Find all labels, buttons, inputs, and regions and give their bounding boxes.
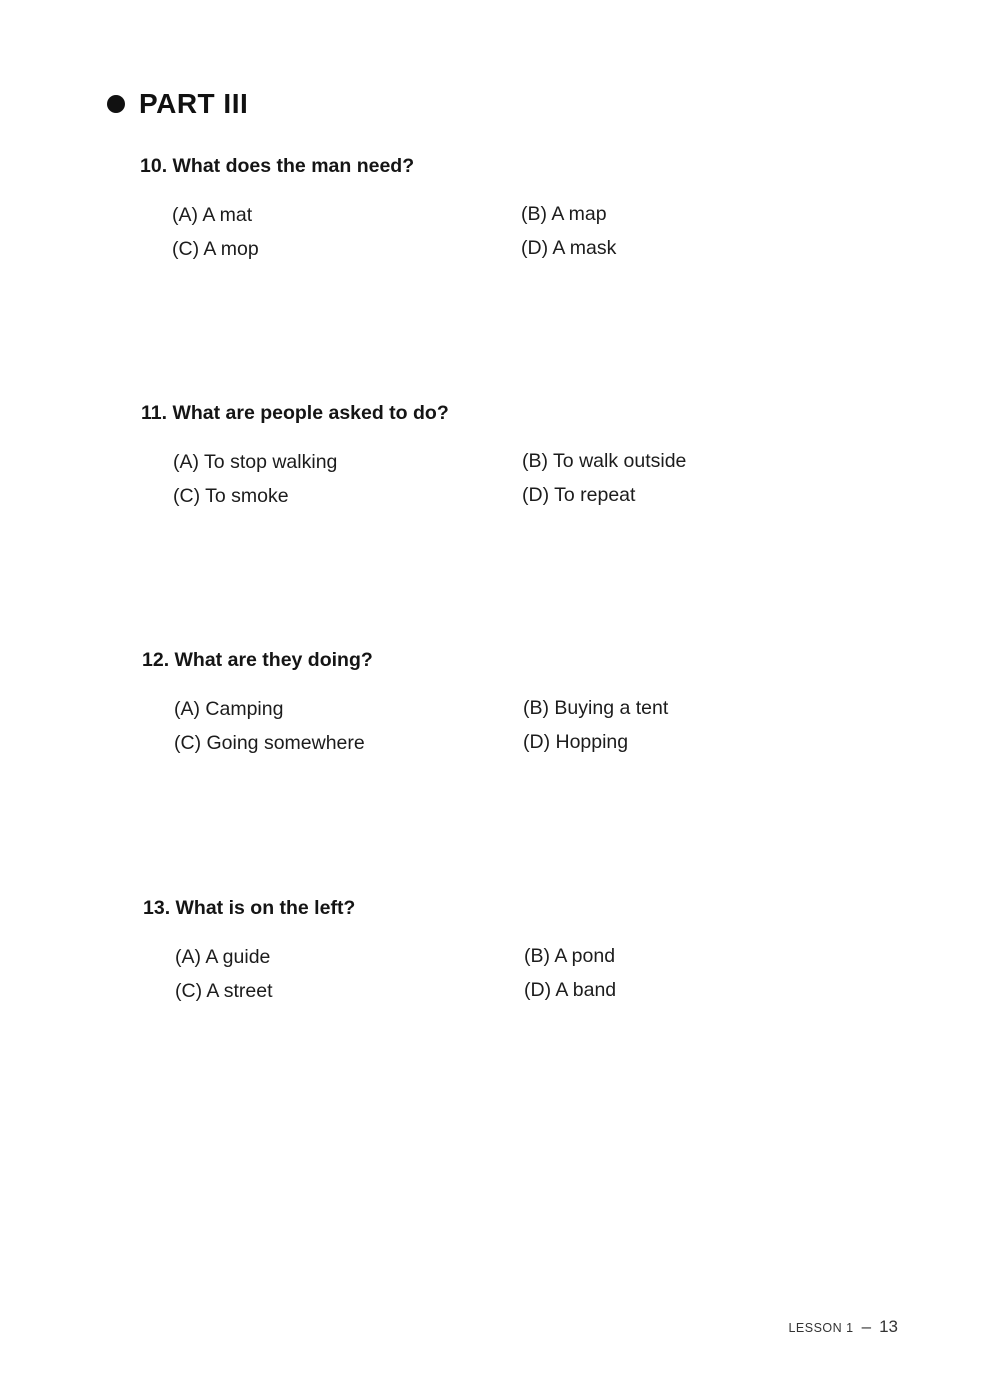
choice-b: (B) Buying a tent — [523, 697, 669, 719]
page-footer — [788, 1317, 898, 1337]
question-13 — [140, 895, 900, 1024]
section-title: PART III — [139, 88, 249, 119]
footer-lesson-label: LESSON 1 — [788, 1321, 854, 1335]
question-stem: 12. What are they doing? — [142, 649, 373, 671]
section-header — [107, 88, 248, 120]
question-10 — [140, 153, 900, 282]
choice-a: (A) Camping — [174, 698, 284, 720]
choice-a: (A) A guide — [175, 946, 271, 968]
choice-list — [140, 202, 900, 282]
choice-c: (C) A mop — [172, 238, 259, 260]
choice-b: (B) A pond — [524, 945, 616, 967]
question-stem: 10. What does the man need? — [140, 155, 415, 177]
question-stem: 13. What is on the left? — [143, 897, 356, 919]
choice-d: (D) A band — [524, 979, 617, 1001]
choice-d: (D) A mask — [521, 237, 617, 259]
page-number: 13 — [879, 1317, 898, 1336]
choice-c: (C) A street — [175, 980, 273, 1002]
question-stem: 11. What are people asked to do? — [141, 402, 449, 424]
question-12 — [140, 647, 900, 776]
choice-d: (D) To repeat — [522, 484, 636, 506]
choice-c: (C) To smoke — [173, 485, 289, 507]
choice-c: (C) Going somewhere — [174, 732, 365, 754]
choice-list — [140, 696, 900, 776]
choice-a: (A) A mat — [172, 204, 253, 226]
choice-b: (B) A map — [521, 203, 607, 225]
bullet-icon — [107, 95, 125, 113]
choice-d: (D) Hopping — [523, 731, 629, 753]
choice-list — [140, 944, 900, 1024]
choice-list — [140, 449, 900, 529]
question-11 — [140, 400, 900, 529]
footer-separator: – — [861, 1317, 872, 1336]
choice-a: (A) To stop walking — [173, 451, 338, 473]
choice-b: (B) To walk outside — [522, 450, 687, 472]
